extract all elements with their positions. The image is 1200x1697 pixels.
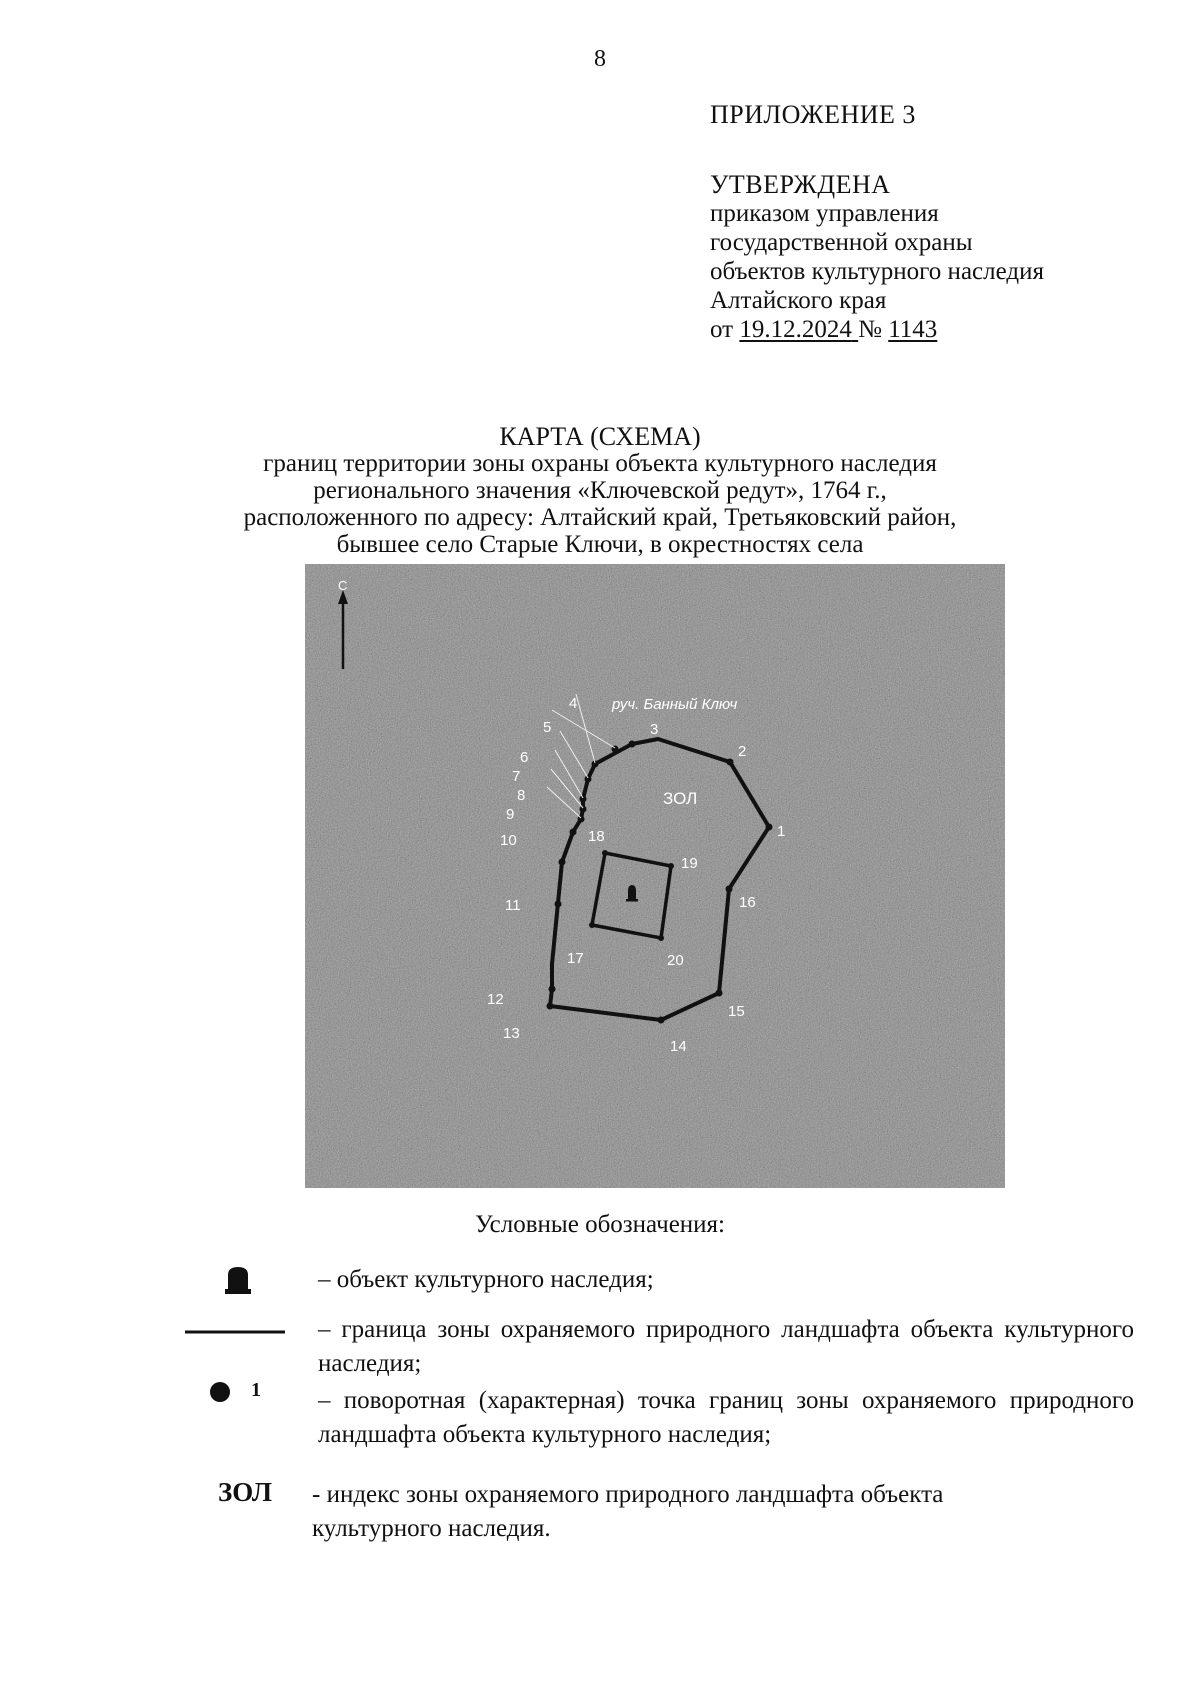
- point-label: 1: [777, 823, 786, 840]
- legend-text: – объект культурного наследия;: [318, 1266, 654, 1293]
- point-label: 14: [670, 1038, 687, 1055]
- turning-point: [726, 886, 733, 893]
- point-label: 18: [588, 828, 605, 845]
- point-label: 4: [569, 695, 578, 712]
- title-line: границ территории зоны охраны объекта культурного наследия: [263, 450, 937, 477]
- map-title: КАРТА (СХЕМА): [499, 422, 701, 451]
- zone-index-symbol: ЗОЛ: [218, 1477, 273, 1507]
- document-title: [0, 423, 1200, 558]
- point-label: 16: [739, 894, 756, 911]
- legend-text: - индекс зоны охраняемого природного ландшафта объекта культурного наследия.: [312, 1481, 944, 1542]
- point-label: 17: [567, 950, 584, 967]
- approval-line: приказом управления: [710, 200, 939, 227]
- point-label: 2: [738, 743, 747, 760]
- approval-line: объектов культурного наследия: [710, 258, 1044, 285]
- turning-point: [585, 776, 592, 783]
- point-label: 10: [500, 832, 517, 849]
- legend-text: – поворотная (характерная) точка границ зоны охраняемого природного ландшафта объекта культурного наследия;: [318, 1387, 1134, 1448]
- turning-point: [549, 986, 556, 993]
- turning-point-symbol: [208, 1380, 232, 1409]
- turning-point: [580, 806, 587, 813]
- point-label: 19: [681, 855, 698, 872]
- monument-icon: [225, 1265, 251, 1300]
- page-number: 8: [594, 46, 606, 72]
- point-label: 6: [520, 749, 529, 766]
- point-label: 12: [487, 991, 504, 1008]
- point-label: 15: [728, 1003, 745, 1020]
- turning-point: [602, 850, 608, 856]
- turning-point: [668, 863, 674, 869]
- turning-point: [578, 816, 585, 823]
- legend-text: – граница зоны охраняемого природного ландшафта объекта культурного наследия;: [318, 1316, 1134, 1377]
- order-number: 1143: [888, 316, 938, 343]
- turning-point: [629, 741, 636, 748]
- approval-line: государственной охраны: [710, 229, 973, 256]
- appendix-label: ПРИЛОЖЕНИЕ 3: [710, 100, 916, 129]
- point-label: 7: [512, 768, 521, 785]
- turning-point: [559, 859, 566, 866]
- zone-label: ЗОЛ: [663, 789, 698, 808]
- point-label: 13: [503, 1025, 520, 1042]
- legend-title: Условные обозначения:: [474, 1211, 726, 1238]
- title-line: бывшее село Старые Ключи, в окрестностях села: [336, 531, 864, 558]
- turning-point: [589, 922, 595, 928]
- map-scheme: [305, 564, 1005, 1188]
- turning-point: [716, 990, 723, 997]
- map-texture: [305, 564, 1005, 1188]
- point-label: 20: [667, 952, 684, 969]
- turning-point: [766, 824, 773, 831]
- approval-line: Алтайского края: [710, 287, 887, 314]
- approval-block: [710, 170, 1044, 344]
- title-line: расположенного по адресу: Алтайский край, Третьяковский район,: [243, 504, 957, 531]
- point-label: 5: [543, 719, 552, 736]
- point-label: 8: [517, 787, 526, 804]
- approval-date-line: [710, 315, 1044, 344]
- point-label: 9: [506, 806, 515, 823]
- turning-point: [658, 935, 664, 941]
- north-label: С: [338, 578, 348, 593]
- turning-point: [547, 1003, 554, 1010]
- turning-point: [570, 829, 577, 836]
- approved-label: УТВЕРЖДЕНА: [710, 170, 891, 199]
- point-label: 11: [505, 897, 521, 914]
- turning-point: [727, 759, 734, 766]
- turning-point: [658, 1017, 665, 1024]
- turning-point: [555, 901, 562, 908]
- order-date: 19.12.2024: [739, 316, 852, 343]
- point-label: 3: [650, 721, 659, 738]
- turning-point-symbol-label: 1: [251, 1379, 261, 1401]
- turning-point: [580, 796, 587, 803]
- date-prefix: от: [710, 316, 734, 343]
- title-line: регионального значения «Ключевской редут», 1764 г.,: [313, 477, 887, 504]
- boundary-line-symbol: [185, 1322, 285, 1340]
- number-sign: №: [858, 316, 882, 343]
- stream-label: руч. Банный Ключ: [612, 696, 738, 713]
